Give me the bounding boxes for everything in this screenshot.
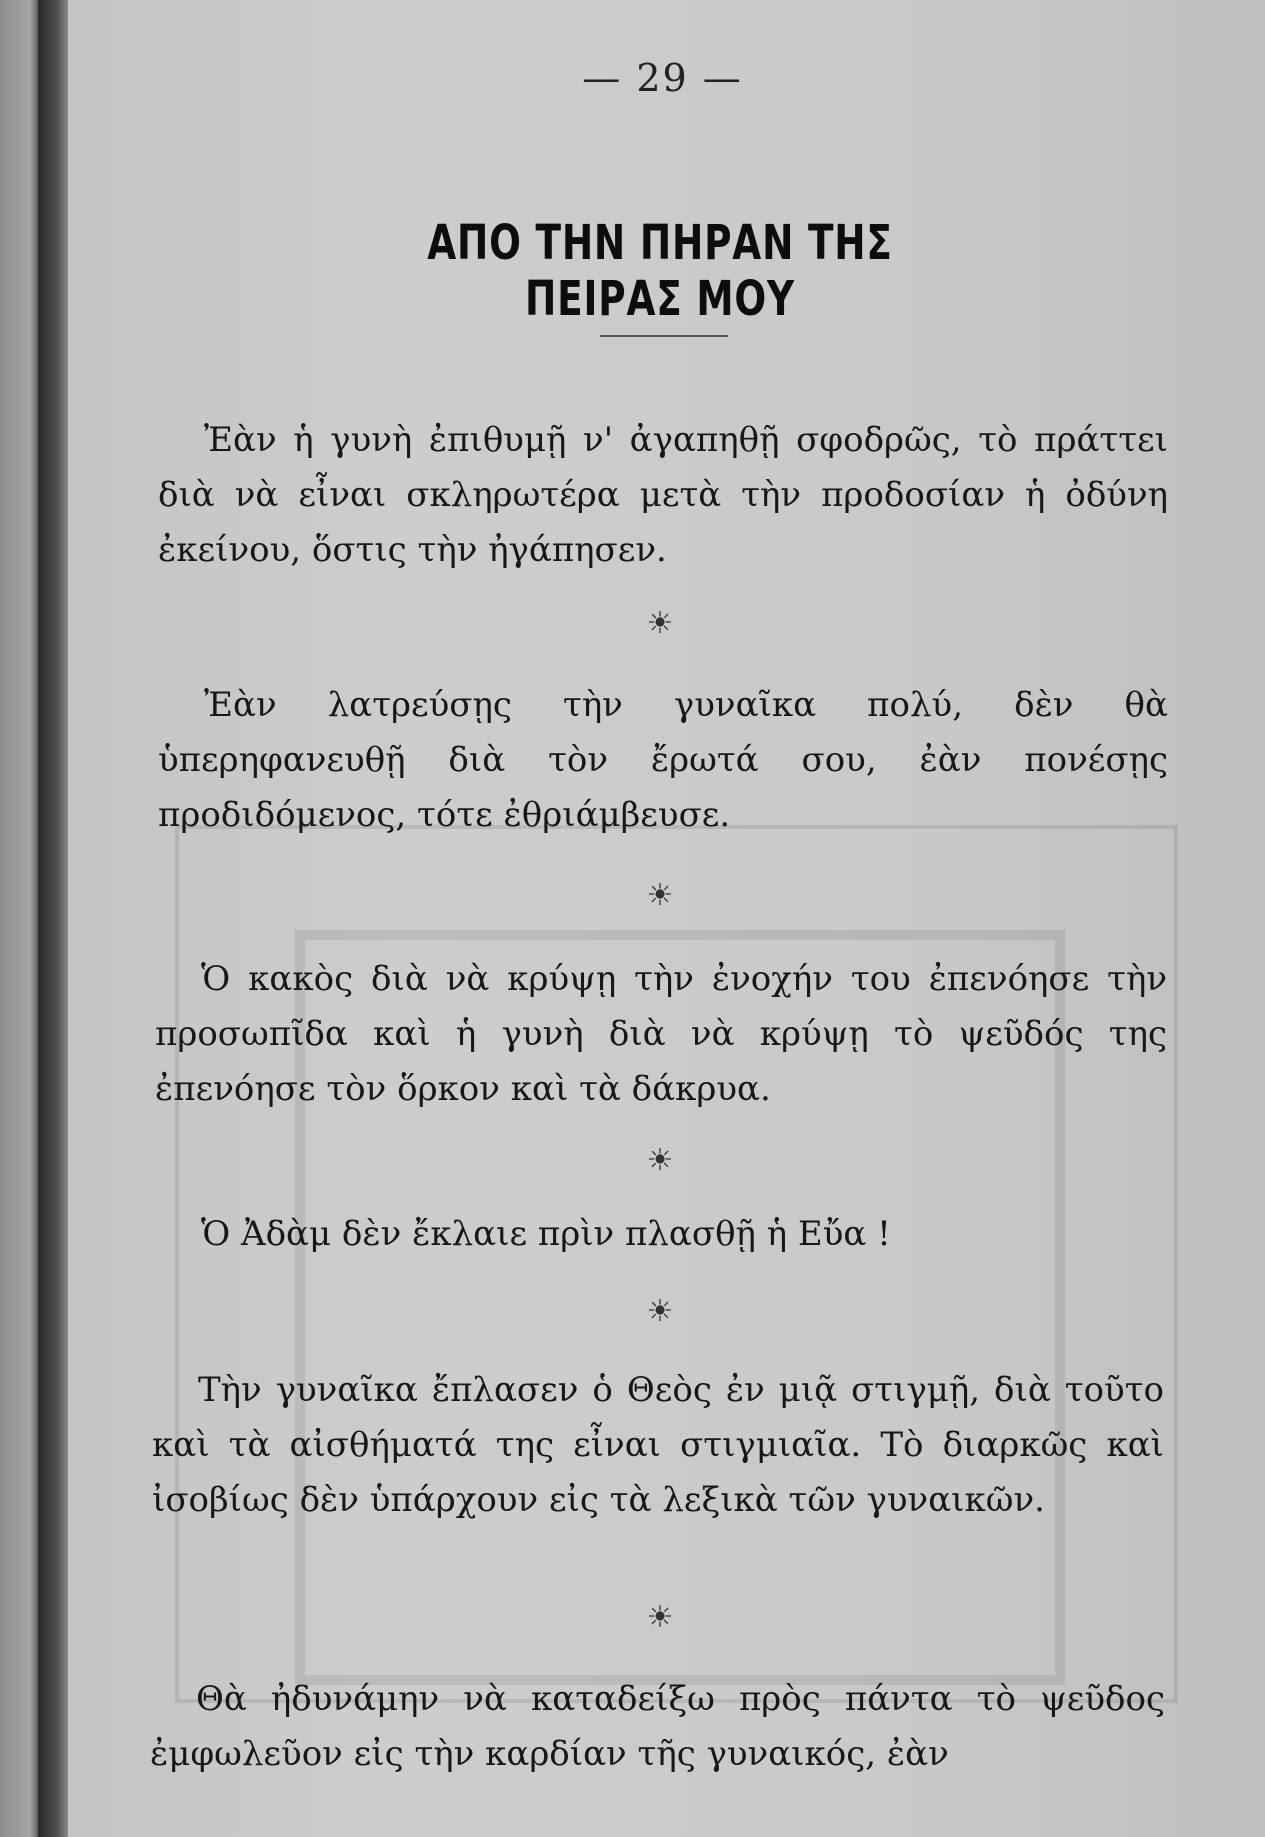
book-gutter bbox=[38, 0, 68, 1837]
paragraph-2: Ἐὰν λατρεύσῃς τὴν γυναῖκα πολύ, δὲν θὰ ὑπερηφανευθῇ διὰ τὸν ἔρωτά σου, ἐὰν πονέσῃς προδιδόμενος, τότε ἐθριάμβευσε. bbox=[158, 685, 1168, 835]
paragraph-6: Θὰ ἠδυνάμην νὰ καταδείξω πρὸς πάντα τὸ ψεῦδος ἐμφωλεῦον εἰς τὴν καρδίαν τῆς γυναικός, ἐὰν bbox=[150, 1679, 1165, 1774]
paragraph-5: Τὴν γυναῖκα ἔπλασεν ὁ Θεὸς ἐν μιᾷ στιγμῇ, διὰ τοῦτο καὶ τὰ αἰσθήματά της εἶναι στιγμιαῖα. Τὸ διαρκῶς καὶ ἰσοβίως δὲν ὑπάρχουν εἰς τὰ λεξικὰ τῶν γυναικῶν. bbox=[152, 1370, 1164, 1520]
paragraph-3: Ὁ κακὸς διὰ νὰ κρύψῃ τὴν ἐνοχήν του ἐπενόησε τὴν προσωπῖδα καὶ ἡ γυνὴ διὰ νὰ κρύψῃ τὸ ψεῦδός της ἐπενόησε τὸν ὅρκον καὶ τὰ δάκρυα. bbox=[155, 959, 1167, 1109]
separator-star: ☀ bbox=[646, 1294, 674, 1329]
paragraph-1: Ἐὰν ἡ γυνὴ ἐπιθυμῇ ν' ἀγαπηθῇ σφοδρῶς, τὸ πράττει διὰ νὰ εἶναι σκληρωτέρα μετὰ τὴν προδοσίαν ἡ ὀδύνη ἐκείνου, ὅστις τὴν ἠγάπησεν. bbox=[158, 420, 1168, 570]
paragraph-4: Ὁ Ἀδὰμ δὲν ἔκλαιε πρὶν πλασθῇ ἡ Εὔα ! bbox=[201, 1214, 891, 1254]
separator-star: ☀ bbox=[646, 606, 674, 641]
separator-star: ☀ bbox=[646, 878, 674, 913]
separator-star: ☀ bbox=[646, 1143, 674, 1178]
separator-star: ☀ bbox=[646, 1600, 674, 1635]
page-number: — 29 — bbox=[582, 56, 743, 100]
heading-rule bbox=[600, 335, 728, 337]
chapter-heading: ΑΠΟ ΤΗΝ ΠΗΡΑΝ ΤΗΣ ΠΕΙΡΑΣ ΜΟΥ bbox=[427, 215, 893, 327]
